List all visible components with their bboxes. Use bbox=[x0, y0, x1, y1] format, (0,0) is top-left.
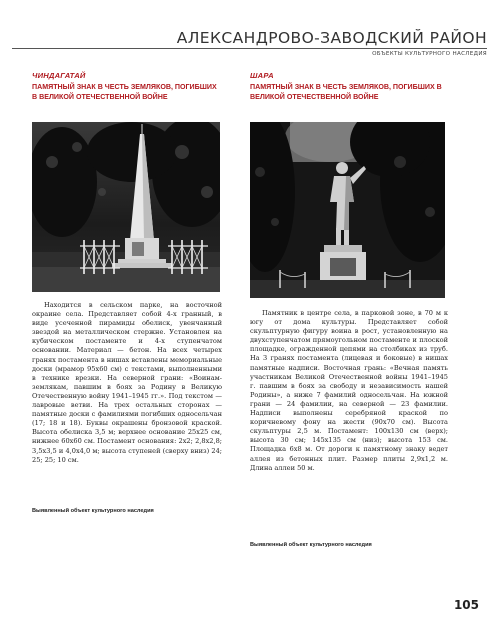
obelisk-photo bbox=[32, 122, 220, 292]
soldier-statue-photo bbox=[250, 122, 445, 298]
right-heritage-note: Выявленный объект культурного наследия bbox=[250, 542, 372, 548]
right-place-name: ШАРА bbox=[250, 71, 274, 80]
header-rule bbox=[12, 48, 487, 49]
left-body-text bbox=[32, 301, 222, 465]
section-subtitle: ОБЪЕКТЫ КУЛЬТУРНОГО НАСЛЕДИЯ bbox=[372, 51, 487, 57]
right-heading bbox=[250, 71, 446, 102]
section-title: АЛЕКСАНДРОВО-ЗАВОДСКИЙ РАЙОН bbox=[176, 29, 487, 47]
right-description: Памятник в центре села, в парковой зоне, в 70 м к югу от дома культуры. Представляет собой скульптурную фигуру воина в рост, установленную на двухступенчатом прямоугольном постаменте и плоской площадке, огражденной цепями на столбиках из труб. На 3 гранях постамента (лицевая и боковые) в нишах памятные надписи. Восточная грань: «Вечная память участникам Великой Отечественной войны 1941–1945 г. павшим в боях за свободу и независимость нашей Родины», а ниже 7 фамилий односельчан. На южной грани — 24 фамилии, на северной — 23 фамилии. Надписи выполнены серебряной краской по коричневому фону на жести (90х70 см). Высота скульптуры 2,5 м. Постамент: 100х130 см (верх); высота 30 см; 145х135 см (низ); высота 153 см. Площадка 6х8 м. От дороги к памятному знаку ведет аллея из бетонных плит. Размер плиты 2,9х1,2 м. Длина аллеи 50 м. bbox=[250, 309, 448, 472]
page-number: 105 bbox=[453, 598, 479, 612]
left-heading bbox=[32, 71, 219, 102]
right-body-text bbox=[250, 309, 448, 473]
left-monument-title: ПАМЯТНЫЙ ЗНАК В ЧЕСТЬ ЗЕМЛЯКОВ, ПОГИБШИХ В ВЕЛИКОЙ ОТЕЧЕСТВЕННОЙ ВОЙНЕ bbox=[32, 83, 217, 101]
left-heritage-note: Выявленный объект культурного наследия bbox=[32, 508, 154, 514]
left-place-name: ЧИНДАГАТАЙ bbox=[32, 71, 86, 80]
left-description: Находится в сельском парке, на восточной окраине села. Представляет собой 4-х гранный, в виде усеченной пирамиды обелиск, увенчанный звездой на металлическом стержне. Установлен на кубическом постаменте и 4-х ступенчатом основании. Материал — бетон. На всех четырех гранях постамента в нишах вставлены мемориальные доски (мрамор 95х60 см) с текстами, выполненными в технике врезки. На северной грани: «Воинам-землякам, павшим в боях за Родину в Великую Отечественную войну 1941–1945 гг.». Под текстом — лавровые ветви. На трех остальных сторонах — памятные доски с фамилиями погибших односельчан (17; 18 и 18). Буквы окрашены бронзовой краской. Высота обелиска 3,5 м; верхнее основание 25х25 см, нижнее 60х60 см. Постамент основания: 2х2; 2,8х2,8; 3,5х3,5 и 4,0х4,0 м; высота ступеней (сверху вниз) 24; 25; 25; 10 см. bbox=[32, 301, 222, 464]
right-monument-title: ПАМЯТНЫЙ ЗНАК В ЧЕСТЬ ЗЕМЛЯКОВ, ПОГИБШИХ В ВЕЛИКОЙ ОТЕЧЕСТВЕННОЙ ВОЙНЕ bbox=[250, 83, 442, 101]
